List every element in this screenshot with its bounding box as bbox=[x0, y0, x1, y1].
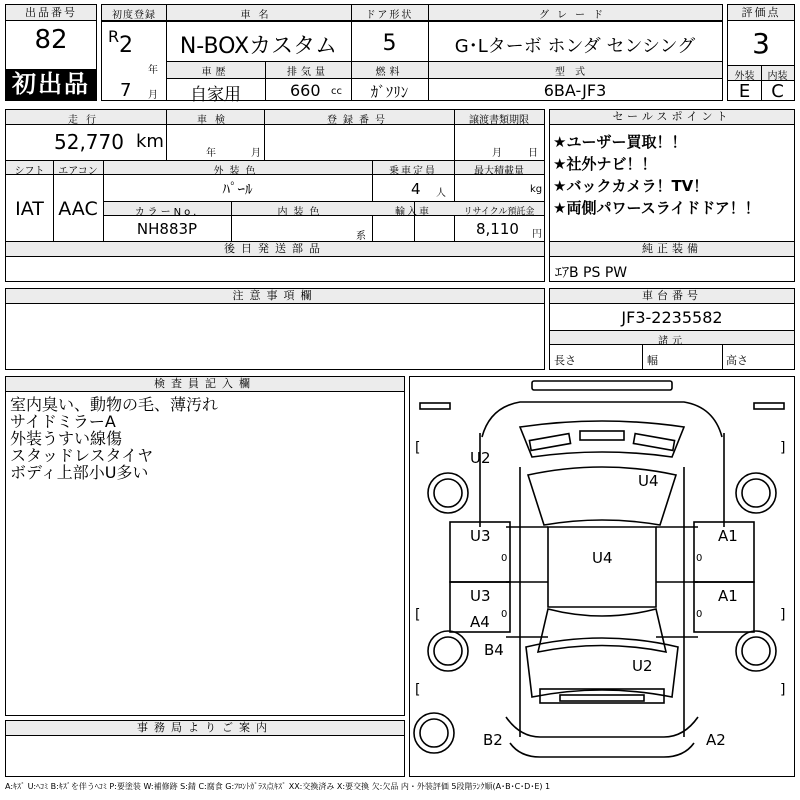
spec-table-middle bbox=[5, 109, 545, 242]
inspection-year-unit: 年 bbox=[206, 148, 216, 159]
color-no-label: カラーNo. bbox=[134, 207, 200, 218]
model-code-value: 6BA-JF3 bbox=[543, 81, 607, 100]
int-color-unit: 系 bbox=[356, 231, 366, 242]
inspector-line-2: サイドミラーA bbox=[10, 412, 116, 431]
shift-value: IAT bbox=[15, 198, 44, 220]
chassis-value: JF3-2235582 bbox=[621, 308, 723, 327]
mileage-unit: km bbox=[136, 131, 164, 152]
first-listing-badge: 初出品 bbox=[6, 69, 96, 100]
int-color-label: 内装色 bbox=[277, 207, 326, 218]
displacement-label: 排気量 bbox=[287, 67, 329, 78]
capacity-label: 乗車定員 bbox=[389, 166, 437, 177]
doors-label: ドア形状 bbox=[365, 10, 414, 21]
later-parts-label: 後日発送部品 bbox=[6, 242, 544, 257]
equipment-label: 純正装備 bbox=[550, 242, 794, 257]
interior-grade-label: 内装 bbox=[767, 71, 788, 82]
chassis-label: 車台番号 bbox=[550, 289, 794, 304]
mileage-value: 52,770 bbox=[54, 130, 124, 154]
zero-right-2: 0 bbox=[696, 609, 703, 620]
exterior-grade-value: E bbox=[738, 81, 751, 102]
mark-rear-bumper-right: A2 bbox=[706, 731, 726, 749]
dims-width-label: 幅 bbox=[647, 354, 658, 367]
score-value: 3 bbox=[752, 27, 770, 60]
mark-rear-bumper-left: B2 bbox=[483, 731, 503, 749]
displacement-unit: cc bbox=[331, 86, 342, 97]
import-label: 輸入車 bbox=[395, 207, 431, 218]
damage-diagram bbox=[409, 376, 795, 777]
history-label: 車歴 bbox=[201, 67, 230, 78]
score-box bbox=[727, 4, 795, 101]
sales-point-2: ★社外ナビ！！ bbox=[553, 155, 657, 173]
aircon-value: AAC bbox=[58, 198, 98, 220]
spec-table-top bbox=[101, 4, 723, 105]
first-reg-label: 初度登録 bbox=[112, 10, 156, 21]
model-code-label: 型式 bbox=[555, 67, 595, 78]
bracket-right-mid: ] bbox=[780, 607, 786, 623]
office-box bbox=[5, 720, 405, 777]
mark-left-rear-door: U3 bbox=[470, 587, 491, 605]
transfer-label: 譲渡書類期限 bbox=[469, 115, 529, 126]
max-load-unit: kg bbox=[530, 184, 543, 195]
recycle-label: リサイクル預託金 bbox=[463, 207, 535, 217]
inspection-label: 車検 bbox=[197, 115, 233, 126]
first-reg-month: 7 bbox=[120, 80, 132, 101]
recycle-value: 8,110 bbox=[476, 220, 519, 238]
mark-roof: U4 bbox=[592, 549, 613, 567]
zero-left-2: 0 bbox=[501, 609, 508, 620]
history-value: 自家用 bbox=[190, 85, 241, 105]
transfer-month-unit: 月 bbox=[492, 148, 502, 159]
mark-left-rear-quarter: B4 bbox=[484, 641, 504, 659]
bracket-right-low: ] bbox=[780, 682, 786, 698]
inspector-line-5: ボディ上部小U多い bbox=[10, 463, 149, 482]
bracket-right-top: ] bbox=[780, 440, 786, 456]
mark-left-sill: A4 bbox=[470, 613, 490, 631]
notes-box bbox=[5, 288, 545, 370]
aircon-label: エアコン bbox=[58, 166, 98, 177]
zero-left-1: 0 bbox=[501, 553, 508, 564]
first-reg-year: 2 bbox=[119, 33, 133, 58]
inspector-line-3: 外装うすい線傷 bbox=[10, 429, 123, 448]
grade-value: G･Lターボ ホンダ センシング bbox=[454, 36, 696, 57]
inspection-month-unit: 月 bbox=[251, 148, 261, 159]
ext-color-label: 外装色 bbox=[213, 166, 262, 177]
equipment-value: ｴｱB PS PW bbox=[555, 265, 628, 281]
first-reg-year-unit: 年 bbox=[148, 65, 158, 76]
bracket-left-mid: [ bbox=[415, 607, 421, 623]
recycle-unit: 円 bbox=[532, 229, 542, 240]
equipment-box bbox=[549, 241, 795, 282]
dims-label: 諸元 bbox=[658, 336, 686, 347]
zero-right-1: 0 bbox=[696, 553, 703, 564]
capacity-unit: 人 bbox=[436, 188, 446, 199]
inspector-box bbox=[5, 376, 405, 716]
bracket-left-top: [ bbox=[415, 440, 421, 456]
inspector-line-1: 室内臭い、動物の毛、薄汚れ bbox=[10, 395, 219, 414]
model-label: 車名 bbox=[240, 10, 277, 21]
legend-text: A:ｷｽﾞ U:ﾍｺﾐ B:ｷｽﾞを伴うﾍｺﾐ P:要塗装 W:補修跡 S:錆 C:腐食 G:ﾌﾛﾝﾄｶﾞﾗｽ点ｷｽﾞ XX:交換済み X:要交換 欠:欠品 内・外装評価 5段階ﾗﾝｸ順(A･B･C･D･E) 1 bbox=[5, 782, 551, 791]
office-label: 事務局よりご案内 bbox=[6, 721, 404, 736]
dims-length-label: 長さ bbox=[554, 354, 576, 367]
sales-points-box bbox=[549, 109, 795, 242]
notes-label: 注意事項欄 bbox=[6, 289, 544, 304]
first-reg-month-unit: 月 bbox=[148, 90, 158, 101]
lot-label: 出品番号 bbox=[6, 5, 96, 21]
first-reg-era: R bbox=[108, 27, 120, 46]
chassis-box bbox=[549, 288, 795, 370]
bracket-left-low: [ bbox=[415, 682, 421, 698]
registration-label: 登録番号 bbox=[327, 115, 391, 126]
mark-right-front-door: A1 bbox=[718, 527, 738, 545]
exterior-grade-label: 外装 bbox=[734, 71, 755, 82]
sales-point-4: ★両側パワースライドドア！！ bbox=[553, 199, 760, 217]
mileage-label: 走行 bbox=[68, 115, 104, 126]
lot-number: 82 bbox=[34, 25, 68, 55]
sales-point-1: ★ユーザー買取！！ bbox=[553, 133, 687, 151]
doors-value: 5 bbox=[382, 31, 397, 56]
score-label: 評価点 bbox=[728, 5, 794, 21]
car-outline-drawing bbox=[410, 377, 794, 776]
mark-left-front-door: U3 bbox=[470, 527, 491, 545]
displacement-value: 660 bbox=[290, 81, 321, 100]
ext-color-value: ﾊﾟｰﾙ bbox=[222, 180, 253, 198]
mark-hood: U4 bbox=[638, 472, 659, 490]
dims-height-label: 高さ bbox=[726, 354, 748, 367]
max-load-label: 最大積載量 bbox=[474, 166, 524, 177]
transfer-day-unit: 日 bbox=[528, 148, 538, 159]
interior-grade-value: C bbox=[771, 81, 784, 102]
model-name: N-BOXカスタム bbox=[179, 34, 338, 59]
color-no-value: NH883P bbox=[136, 220, 198, 238]
mark-rear-hatch: U2 bbox=[632, 657, 653, 675]
mark-right-rear-door: A1 bbox=[718, 587, 738, 605]
shift-label: シフト bbox=[14, 166, 45, 177]
capacity-value: 4 bbox=[411, 180, 421, 198]
sales-point-3: ★バックカメラ！TV！ bbox=[553, 177, 709, 195]
later-parts-box bbox=[5, 241, 545, 282]
sales-points-label: セールスポイント bbox=[550, 110, 794, 125]
fuel-value: ｶﾞｿﾘﾝ bbox=[370, 83, 409, 101]
lot-box bbox=[5, 4, 97, 101]
mark-front-left: U2 bbox=[470, 449, 491, 467]
grade-label: グレード bbox=[539, 10, 611, 21]
fuel-label: 燃料 bbox=[375, 67, 404, 78]
inspector-line-4: スタッドレスタイヤ bbox=[10, 446, 154, 465]
inspector-label: 検査員記入欄 bbox=[6, 377, 404, 392]
